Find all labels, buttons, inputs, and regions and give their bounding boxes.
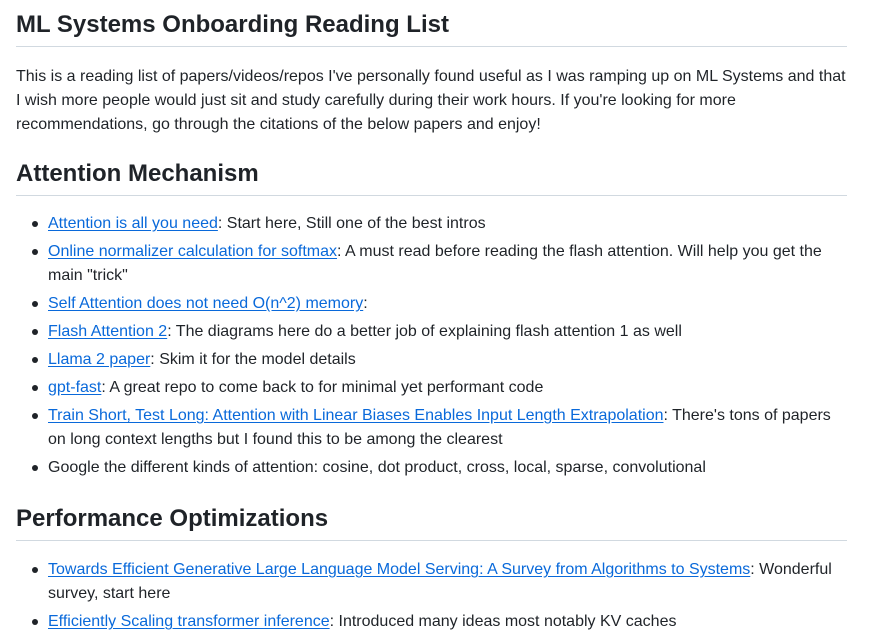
bullet-icon xyxy=(32,567,38,573)
list-item xyxy=(48,320,847,344)
list-item xyxy=(48,456,847,480)
list-item xyxy=(48,558,847,606)
list-item xyxy=(48,404,847,452)
list-item xyxy=(48,240,847,288)
section-heading-performance: Performance Optimizations xyxy=(16,504,847,541)
item-description: : A must read before reading the flash attention. Will help you get the main "trick" xyxy=(48,243,822,284)
bullet-icon xyxy=(32,357,38,363)
paper-link[interactable]: Self Attention does not need O(n^2) memory xyxy=(48,295,364,312)
bullet-icon xyxy=(32,301,38,307)
readme-content xyxy=(16,0,847,638)
bullet-icon xyxy=(32,221,38,227)
item-description: Google the different kinds of attention: cosine, dot product, cross, local, sparse, convolutional xyxy=(48,459,706,476)
bullet-icon xyxy=(32,249,38,255)
section-heading-attention: Attention Mechanism xyxy=(16,159,847,196)
page-title: ML Systems Onboarding Reading List xyxy=(16,0,847,47)
paper-link[interactable]: Llama 2 paper xyxy=(48,351,151,368)
paper-link[interactable]: Attention is all you need xyxy=(48,215,218,232)
paper-link[interactable]: Train Short, Test Long: Attention with Linear Biases Enables Input Length Extrapolation xyxy=(48,407,664,424)
list-item xyxy=(48,212,847,236)
bullet-icon xyxy=(32,385,38,391)
item-description: : Skim it for the model details xyxy=(150,351,356,368)
bullet-icon xyxy=(32,329,38,335)
item-description: : Wonderful survey, start here xyxy=(48,561,832,602)
list-item xyxy=(48,292,847,316)
repo-link[interactable]: gpt-fast xyxy=(48,379,102,396)
paper-link[interactable]: Online normalizer calculation for softmax xyxy=(48,243,338,260)
item-description: : A great repo to come back to for minimal yet performant code xyxy=(101,379,544,396)
list-item xyxy=(48,348,847,372)
list-item xyxy=(48,376,847,400)
item-description: : There's tons of papers on long context lengths but I found this to be among the clearest xyxy=(48,407,831,448)
bullet-icon xyxy=(32,465,38,471)
paper-link[interactable]: Efficiently Scaling transformer inference xyxy=(48,613,330,630)
list-item xyxy=(48,610,847,634)
attention-reading-list xyxy=(16,212,847,480)
item-description: : The diagrams here do a better job of explaining flash attention 1 as well xyxy=(167,323,682,340)
performance-reading-list xyxy=(16,558,847,634)
item-description: : Introduced many ideas most notably KV caches xyxy=(329,613,677,630)
paper-link[interactable]: Flash Attention 2 xyxy=(48,323,168,340)
item-description: : Start here, Still one of the best intros xyxy=(217,215,486,232)
bullet-icon xyxy=(32,619,38,625)
paper-link[interactable]: Towards Efficient Generative Large Language Model Serving: A Survey from Algorithms to Systems xyxy=(48,561,751,578)
item-description: : xyxy=(363,295,368,312)
bullet-icon xyxy=(32,413,38,419)
intro-paragraph: This is a reading list of papers/videos/repos I've personally found useful as I was ramping up on ML Systems and that I wish more people would just sit and study carefully during their work hours. If you're looking for more recommendations, go through the citations of the below papers and enjoy! xyxy=(16,68,846,133)
